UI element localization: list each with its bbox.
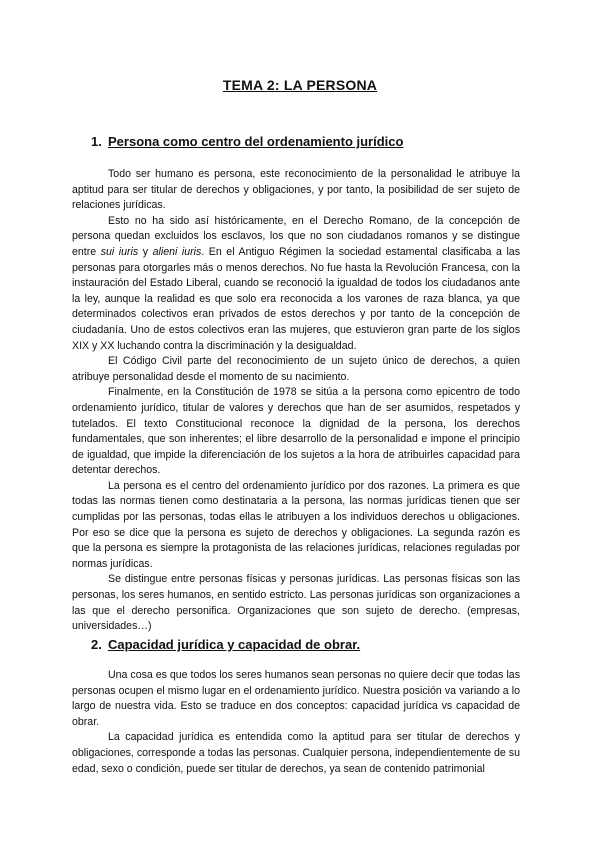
paragraph-text: y [138, 245, 153, 258]
section-1-number: 1. [91, 134, 102, 149]
section-2-title: Capacidad jurídica y capacidad de obrar. [108, 637, 361, 652]
paragraph: La capacidad jurídica es entendida como la aptitud para ser titular de derechos y obligaciones, corresponde a todas las personas. Cualquier persona, independientemente de su edad, sexo o condición, puede ser titular de derechos, ya sean de contenido patrimonial [72, 731, 520, 775]
paragraph: Una cosa es que todos los seres humanos sean personas no quiere decir que todas las personas ocupen el mismo lugar en el ordenamiento jurídico. Nuestra posición va variando a lo largo de nuestra vida. Esto se traduce en dos conceptos: capacidad jurídica vs capacidad de obrar. [72, 669, 520, 728]
section-1-body [72, 167, 520, 635]
section-2-heading [91, 637, 360, 652]
paragraph [72, 214, 520, 354]
latin-term: alieni iuris [152, 245, 202, 258]
paragraph: El Código Civil parte del reconocimiento de un sujeto único de derechos, a quien atribuye personalidad desde el momento de su nacimiento. [72, 355, 520, 383]
page-title: TEMA 2: LA PERSONA [222, 77, 378, 93]
section-1-title: Persona como centro del ordenamiento jurídico [108, 134, 404, 149]
paragraph: Finalmente, en la Constitución de 1978 se sitúa a la persona como epicentro de todo ordenamiento jurídico, titular de valores y derechos que han de ser asumidos, respetados y tutelados. El texto Constitucional reconoce la dignidad de la persona, los derechos fundamentales, que son inherentes; el libre desarrollo de la personalidad e impone el principio de igualdad, que impide la diferenciación de los sujetos a la hora de atribuirles capacidad para detentar derechos. [72, 386, 520, 477]
section-2-body [72, 668, 520, 777]
paragraph-text: . En el Antiguo Régimen la sociedad estamental clasificaba a las personas para otorgarles más o menos derechos. No fue hasta la Revolución Francesa, con la instauración del Estado Liberal, cuando se reconoció la igualdad de todos los ciudadanos ante la ley, aunque la realidad es que solo era reconocida a los varones de raza blanca, ya que determinados colectivos eran privados de estos derechos y por tanto de la concepción de ciudadanía. Uno de estos colectivos eran las mujeres, que estuvieron gran parte de los siglos XIX y XX luchando contra la discriminación y la desigualdad. [72, 245, 520, 352]
section-1-heading [91, 134, 403, 149]
section-2-number: 2. [91, 637, 102, 652]
paragraph: La persona es el centro del ordenamiento jurídico por dos razones. La primera es que todas las normas tienen como destinataria a la persona, las normas jurídicas tienen que ser cumplidas por las personas, todas ellas le atribuyen a los individuos derechos u obligaciones. Por eso se dice que la persona es sujeto de derechos y obligaciones. La segunda razón es que la persona es siempre la protagonista de las relaciones jurídicas, relaciones reguladas por normas jurídicas. [72, 479, 520, 570]
paragraph: Todo ser humano es persona, este reconocimiento de la personalidad le atribuye la aptitud para ser titular de derechos y obligaciones, y por tanto, la posibilidad de ser sujeto de relaciones jurídicas. [72, 168, 520, 212]
paragraph: Se distingue entre personas físicas y personas jurídicas. Las personas físicas son las personas, los seres humanos, en sentido estricto. Las personas jurídicas son organizaciones a las que el derecho personifica. Organizaciones que son sujeto de derecho. (empresas, universidades…) [72, 573, 520, 633]
paragraph-text: Esto no ha sido así históricamente, en el Derecho Romano, de la concepción de persona quedan excluidos los esclavos, los que no son ciudadanos romanos y se distingue entre [72, 214, 520, 258]
latin-term: sui iuris [100, 245, 139, 258]
